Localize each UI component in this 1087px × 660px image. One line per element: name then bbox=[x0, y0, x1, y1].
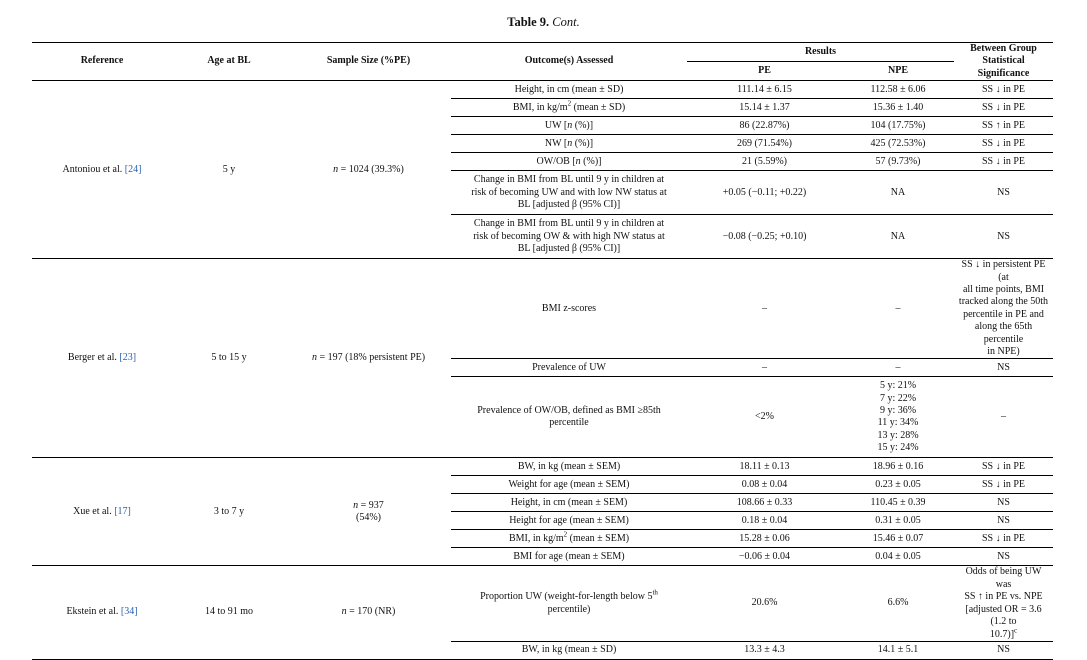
outcome-cell: Prevalence of UW bbox=[451, 359, 687, 377]
citation-link[interactable]: [23] bbox=[119, 352, 137, 364]
pe-cell: 86 (22.87%) bbox=[687, 117, 842, 135]
sig-cell: NS bbox=[954, 494, 1053, 512]
group-sample: n = 197 (18% persistent PE) bbox=[286, 259, 451, 458]
group-age: 5 to 15 y bbox=[172, 259, 286, 458]
sig-cell: SS ↓ in PE bbox=[954, 135, 1053, 153]
group-sample: n = 937 (54%) bbox=[286, 458, 451, 566]
npe-cell: 15.46 ± 0.07 bbox=[842, 530, 954, 548]
sig-cell: NS bbox=[954, 641, 1053, 659]
table-caption bbox=[0, 15, 1087, 30]
outcome-cell: BW, in kg (mean ± SD) bbox=[451, 641, 687, 659]
npe-cell: 104 (17.75%) bbox=[842, 117, 954, 135]
header-outcome: Outcome(s) Assessed bbox=[451, 43, 687, 81]
npe-cell: 5 y: 21% 7 y: 22% 9 y: 36% 11 y: 34% 13 y: 28% 15 y: 24% bbox=[842, 377, 954, 458]
npe-cell: 425 (72.53%) bbox=[842, 135, 954, 153]
pe-cell: 108.66 ± 0.33 bbox=[687, 494, 842, 512]
pe-cell: 0.08 ± 0.04 bbox=[687, 476, 842, 494]
pe-cell: 0.18 ± 0.04 bbox=[687, 512, 842, 530]
npe-cell: 112.58 ± 6.06 bbox=[842, 81, 954, 99]
header-between-line2: Statistical Significance bbox=[977, 55, 1030, 79]
pe-cell: −0.08 (−0.25; +0.10) bbox=[687, 215, 842, 259]
sig-cell: SS ↓ in PE bbox=[954, 458, 1053, 476]
pe-cell: 18.11 ± 0.13 bbox=[687, 458, 842, 476]
header-between-line1: Between Group bbox=[970, 43, 1037, 54]
group-age: 14 to 91 mo bbox=[172, 566, 286, 659]
sig-cell: SS ↓ in PE bbox=[954, 153, 1053, 171]
npe-cell: 57 (9.73%) bbox=[842, 153, 954, 171]
sig-cell: NS bbox=[954, 548, 1053, 566]
pe-cell: 13.3 ± 4.3 bbox=[687, 641, 842, 659]
pe-cell: 15.14 ± 1.37 bbox=[687, 99, 842, 117]
sig-cell: NS bbox=[954, 171, 1053, 215]
group-reference: Berger et al. [23] bbox=[32, 259, 172, 458]
sig-cell: SS ↓ in PE bbox=[954, 476, 1053, 494]
outcome-cell: BMI, in $kg/m^2$ (mean ± SEM) bbox=[451, 530, 687, 548]
npe-cell: NA bbox=[842, 171, 954, 215]
npe-cell: 0.04 ± 0.05 bbox=[842, 548, 954, 566]
sig-cell: – bbox=[954, 377, 1053, 458]
group-sample: n = 170 (NR) bbox=[286, 566, 451, 659]
sig-cell: Odds of being UW was SS ↑ in PE vs. NPE [adjusted OR = 3.6 (1.2 to 10.7)]$^c$ bbox=[954, 566, 1053, 641]
table-label: Table 9. bbox=[507, 15, 550, 29]
outcome-cell: BMI for age (mean ± SEM) bbox=[451, 548, 687, 566]
group-reference: Antoniou et al. [24] bbox=[32, 81, 172, 259]
npe-cell: – bbox=[842, 259, 954, 359]
npe-cell: 6.6% bbox=[842, 566, 954, 641]
npe-cell: – bbox=[842, 359, 954, 377]
pe-cell: 15.28 ± 0.06 bbox=[687, 530, 842, 548]
npe-cell: 0.31 ± 0.05 bbox=[842, 512, 954, 530]
npe-cell: 15.36 ± 1.40 bbox=[842, 99, 954, 117]
sig-cell: NS bbox=[954, 215, 1053, 259]
results-table bbox=[32, 42, 1053, 660]
group-reference: Xue et al. [17] bbox=[32, 458, 172, 566]
sig-cell: SS ↓ in PE bbox=[954, 81, 1053, 99]
npe-cell: 110.45 ± 0.39 bbox=[842, 494, 954, 512]
citation-link[interactable]: [34] bbox=[120, 606, 138, 618]
outcome-cell: Height, in cm (mean ± SEM) bbox=[451, 494, 687, 512]
pe-cell: – bbox=[687, 359, 842, 377]
outcome-cell: OW/OB [n (%)] bbox=[451, 153, 687, 171]
citation-link[interactable]: [24] bbox=[124, 163, 142, 175]
citation-link[interactable]: [17] bbox=[114, 505, 131, 517]
header-reference: Reference bbox=[32, 43, 172, 81]
sig-cell: SS ↑ in PE bbox=[954, 117, 1053, 135]
outcome-cell: UW [n (%)] bbox=[451, 117, 687, 135]
outcome-cell: Change in BMI from BL until 9 y in children at risk of becoming OW & with high NW status at BL [adjusted β (95% CI)] bbox=[451, 215, 687, 259]
group-age: 3 to 7 y bbox=[172, 458, 286, 566]
outcome-cell: Prevalence of OW/OB, defined as BMI ≥85th percentile bbox=[451, 377, 687, 458]
outcome-cell: Height, in cm (mean ± SD) bbox=[451, 81, 687, 99]
outcome-cell: NW [n (%)] bbox=[451, 135, 687, 153]
sig-cell: SS ↓ in persistent PE (at all time points, BMI tracked along the 50th percentile in PE and along the 65th percentile in NPE) bbox=[954, 259, 1053, 359]
npe-cell: 0.23 ± 0.05 bbox=[842, 476, 954, 494]
outcome-cell: BMI, in $kg/m^2$ (mean ± SD) bbox=[451, 99, 687, 117]
sig-cell: SS ↓ in PE bbox=[954, 99, 1053, 117]
header-sample: Sample Size (%PE) bbox=[286, 43, 451, 81]
npe-cell: 14.1 ± 5.1 bbox=[842, 641, 954, 659]
sig-cell: NS bbox=[954, 359, 1053, 377]
table-cont: Cont. bbox=[552, 15, 580, 29]
pe-cell: 269 (71.54%) bbox=[687, 135, 842, 153]
sig-cell: SS ↓ in PE bbox=[954, 530, 1053, 548]
outcome-cell: Proportion UW (weight-for-length below 5th percentile) bbox=[451, 566, 687, 641]
outcome-cell: Weight for age (mean ± SEM) bbox=[451, 476, 687, 494]
group-age: 5 y bbox=[172, 81, 286, 259]
npe-cell: 18.96 ± 0.16 bbox=[842, 458, 954, 476]
pe-cell: <2% bbox=[687, 377, 842, 458]
pe-cell: −0.06 ± 0.04 bbox=[687, 548, 842, 566]
pe-cell: – bbox=[687, 259, 842, 359]
header-age: Age at BL bbox=[172, 43, 286, 81]
sig-cell: NS bbox=[954, 512, 1053, 530]
group-reference: Ekstein et al. [34] bbox=[32, 566, 172, 659]
pe-cell: 21 (5.59%) bbox=[687, 153, 842, 171]
outcome-cell: BMI z-scores bbox=[451, 259, 687, 359]
outcome-cell: Height for age (mean ± SEM) bbox=[451, 512, 687, 530]
header-between bbox=[954, 43, 1053, 81]
header-npe: NPE bbox=[842, 62, 954, 81]
outcome-cell: Change in BMI from BL until 9 y in children at risk of becoming UW and with low NW status at BL [adjusted β (95% CI)] bbox=[451, 171, 687, 215]
pe-cell: 111.14 ± 6.15 bbox=[687, 81, 842, 99]
header-pe: PE bbox=[687, 62, 842, 81]
npe-cell: NA bbox=[842, 215, 954, 259]
outcome-cell: BW, in kg (mean ± SEM) bbox=[451, 458, 687, 476]
header-results: Results bbox=[687, 43, 954, 62]
pe-cell: 20.6% bbox=[687, 566, 842, 641]
pe-cell: +0.05 (−0.11; +0.22) bbox=[687, 171, 842, 215]
group-sample: n = 1024 (39.3%) bbox=[286, 81, 451, 259]
